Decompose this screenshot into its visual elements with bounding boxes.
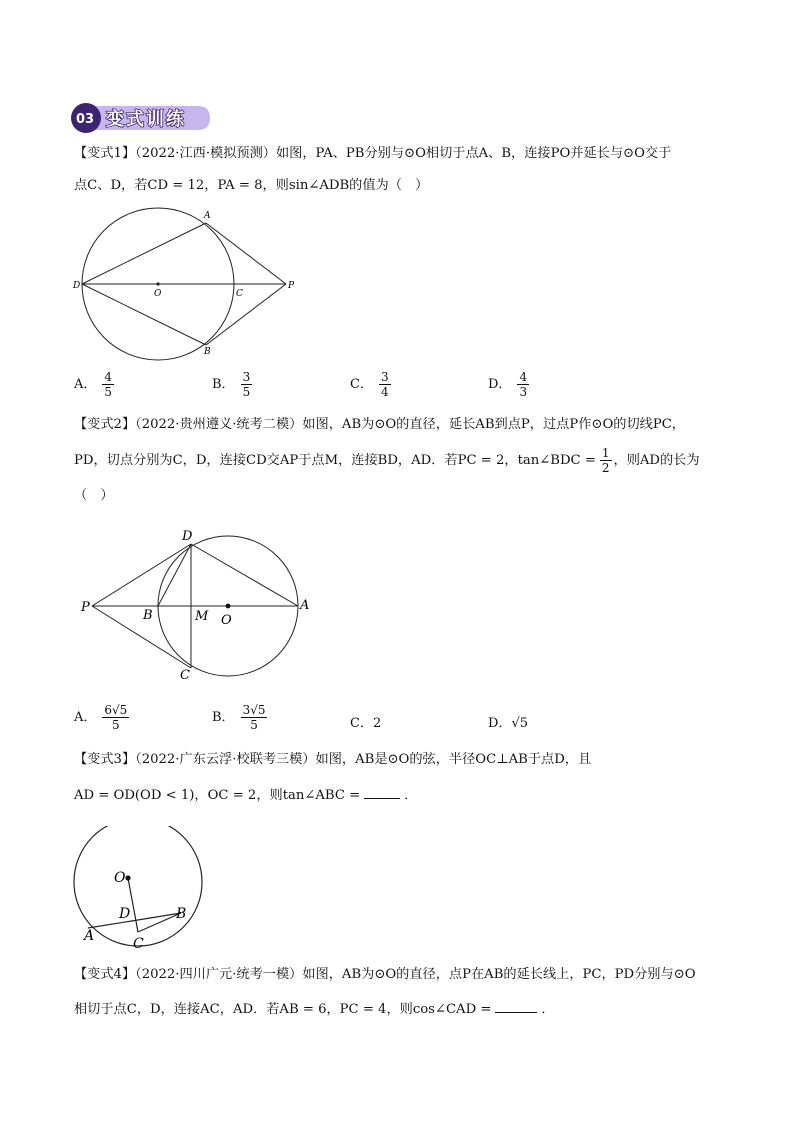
q3-line2 [74,786,417,805]
q2-option-a[interactable]: A． $\frac{6√5}{5}$ [74,703,128,732]
q3-label-c: C [133,936,144,952]
q4-line2 [74,1000,555,1019]
q1-label-o: O [154,289,162,299]
q1-label-c: C [236,289,243,299]
q2-line-pc [92,606,191,668]
q1-option-d[interactable]: D． $\frac{4}{3}$ [488,370,528,399]
q3-line1: 【变式3】（2022·广东云浮·校联考三模）如图，AB是⊙O的弦，半径OC⊥AB于点D，且 [74,752,592,767]
q2-line-pd [92,544,191,606]
q2-line-da [191,544,298,606]
q2-label-m: M [195,609,209,624]
q1-option-c[interactable]: C． $\frac{3}{4}$ [350,370,389,399]
q1-label-d: D [73,281,81,291]
q2-label-d: D [182,529,193,544]
q2-line2-text-b: ，则AD的长为 [613,453,700,468]
section-badge [70,100,210,134]
q2-line2-text-a: PD，切点分别为C，D，连接CD交AP于点M，连接BD，AD．若PC = 2，tan∠BDC = [74,453,596,468]
q1-label-b: B [204,347,211,357]
q1-line-ap [206,223,286,284]
q2-option-d[interactable]: D．√5 [488,716,528,731]
q1-line-bp [206,284,286,345]
q1-label-p: P [288,281,295,291]
q4-answer-blank[interactable] [495,1000,537,1013]
q3-label-d: D [119,906,131,922]
q2-line1: 【变式2】（2022·贵州遵义·统考二模）如图，AB为⊙O的直径，延长AB到点P，过点P作⊙O的切线PC， [74,417,685,432]
q3-figure [70,826,220,956]
q4-line1: 【变式4】（2022·四川广元·统考一模）如图，AB为⊙O的直径，点P在AB的延长线上，PC，PD分别与⊙O [74,967,696,982]
q3-line-cb [138,913,181,932]
q3-label-o: O [114,870,126,886]
q2-line-db [158,544,191,606]
q2-option-b[interactable]: B． $\frac{3√5}{5}$ [212,703,266,732]
q3-label-a: A [84,928,95,944]
q1-option-a[interactable]: A． $\frac{4}{5}$ [74,370,113,399]
q4-line2-text-b: ． [541,1002,555,1017]
q2-figure [78,522,328,687]
q1-line1: 【变式1】（2022·江西·模拟预测）如图，PA、PB分别与⊙O相切于点A、B，连接PO并延长与⊙O交于 [74,146,672,161]
q2-label-a: A [300,598,310,613]
q2-label-c: C [180,668,190,683]
q1-option-b[interactable]: B． $\frac{3}{5}$ [212,370,251,399]
q1-line-da [82,223,206,284]
q2-center-dot [226,604,231,609]
q2-label-b: B [143,608,153,623]
q3-line-oc [128,878,138,932]
q2-label-o: O [221,613,232,628]
q1-line2: 点C、D，若CD = 12，PA = 8，则sin∠ADB的值为（ ） [74,178,429,193]
q2-label-p: P [81,600,90,615]
q2-line2: PD，切点分别为C，D，连接CD交AP于点M，连接BD，AD．若PC = 2，tan∠BDC = $\frac{1}{2}$ ，则AD的长为 [74,446,700,475]
q2-option-c[interactable]: C．2 [350,716,382,731]
q3-center-dot [125,875,130,880]
q1-label-a: A [204,211,211,221]
q3-answer-blank[interactable] [364,786,400,799]
q3-line2-text-a: AD = OD(OD < 1)，OC = 2，则tan∠ABC = [74,788,361,803]
badge-number: 03 [76,112,95,127]
q4-line2-text-a: 相切于点C，D，连接AC，AD．若AB = 6，PC = 4，则cos∠CAD = [74,1002,492,1017]
q2-line3: （ ） [74,488,114,503]
q1-line-db [82,284,206,345]
q3-line2-text-b: ． [404,788,418,803]
badge-title: 变式训练 [106,109,186,130]
q1-figure [70,204,300,364]
q3-label-b: B [176,906,187,922]
q1-center-dot [156,282,159,285]
